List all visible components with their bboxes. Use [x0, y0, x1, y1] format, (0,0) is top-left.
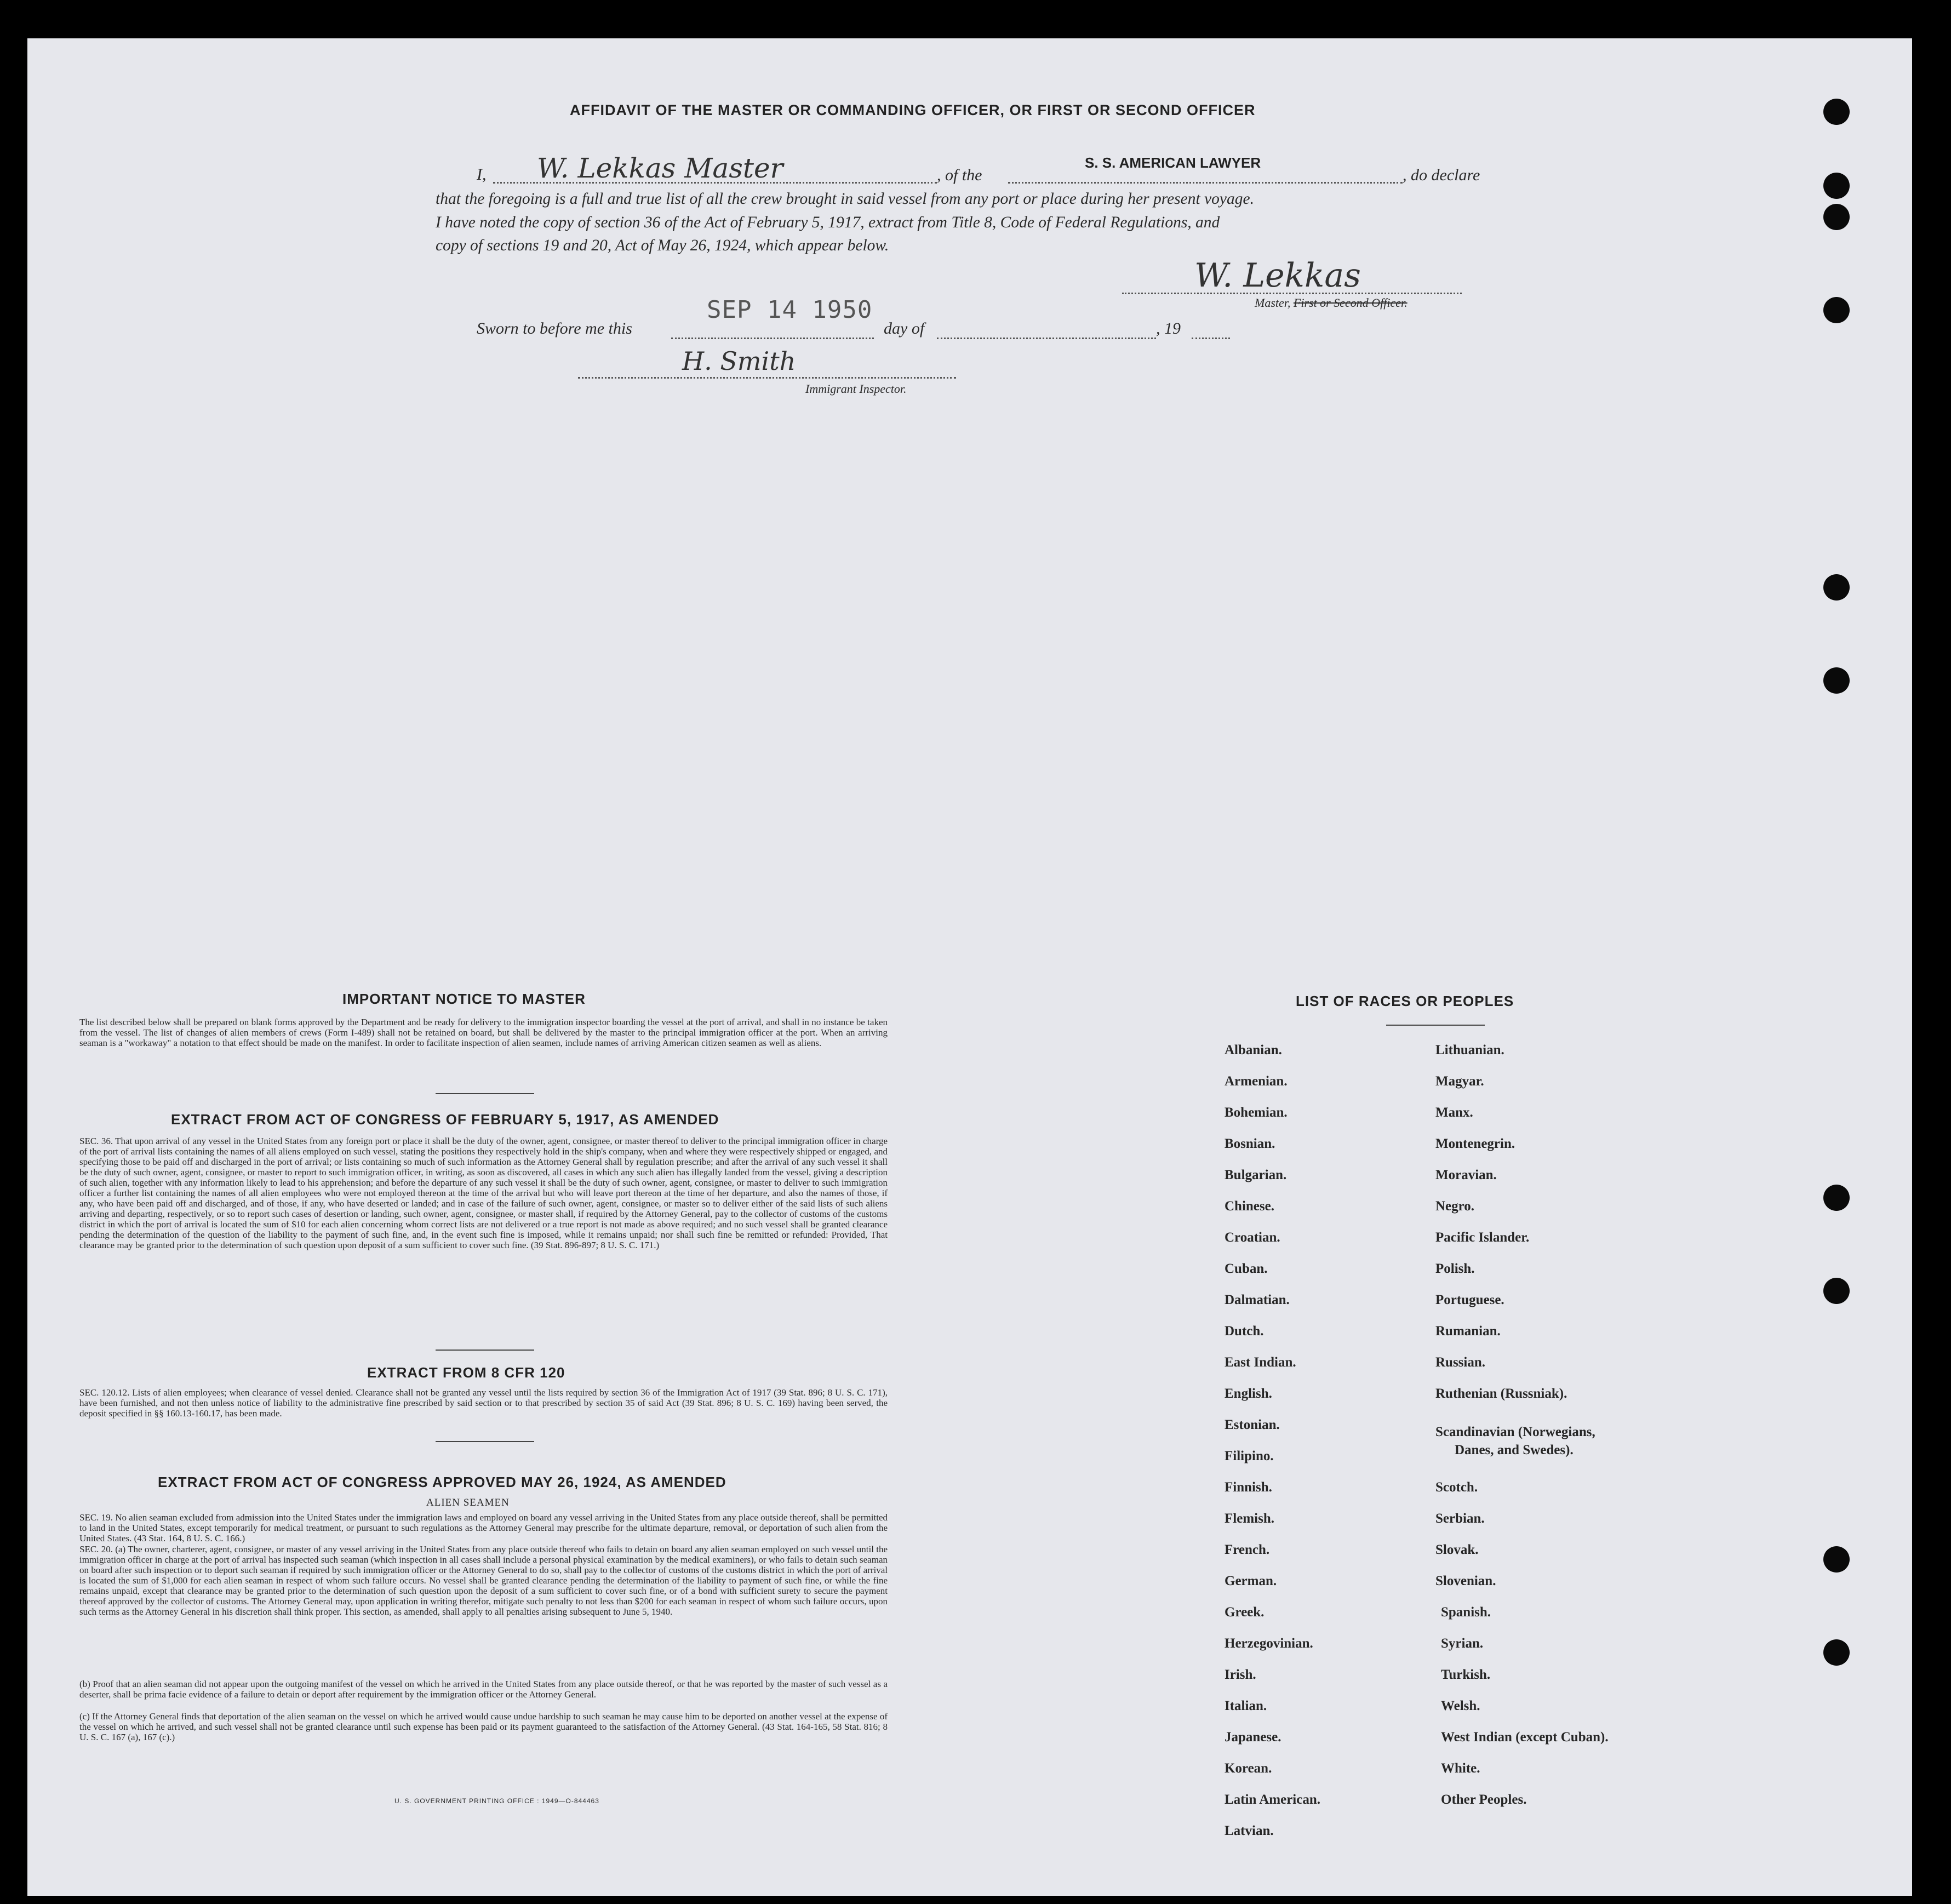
race-item: Greek. [1225, 1605, 1265, 1620]
race-item: Welsh. [1441, 1699, 1480, 1713]
extract-1917-text: SEC. 36. That upon arrival of any vessel in the United States from any foreign port or place it shall be the duty of the owner, agent, consignee, or master thereof to deliver to the principal immigration officer in charge of the port of arrival lists containing the names of all aliens employed on such vessel, stating the positions they respectively hold in the ship's company, when and where they were respectively shipped or engaged, and specifying those to be paid off and discharged in the port of arrival; or lists containing so much of such information as the Attorney General shall by regulation prescribe; and after the arrival of any such vessel it shall be the duty of such owner, agent, consignee, or master to report to such immigration officer, in writing, as soon as discovered, all cases in which any such alien has illegally landed from the vessel, giving a description of such alien, together with any information likely to lead to his apprehension; and before the departure of any such vessel it shall be the duty of such owner, agent, consignee, or master to deliver to such immigration officer a further list containing the names of all alien employees who were not employed thereon at the time of the arrival but who will leave port thereon at the time of her departure, and also the names of those, if any, who have been paid off and discharged, and of those, if any, who have deserted or landed; and in case of the failure of such owner, agent, consignee, or master so to deliver either of the said lists of such aliens arriving and departing, respectively, or so to report such cases of desertion or landing, such owner, agent, consignee, or master shall, if required by the Attorney General, pay to the collector of customs of the customs district in which the port of arrival is located the sum of $10 for each alien concerning whom correct lists are not delivered or a true report is not made as above required; and no such vessel shall be granted clearance pending the determination of the question of the liability to the payment of such fine, and, in the event such fine is imposed, while it remains unpaid; nor shall such fine be remitted or refunded: Provided, That clearance may be granted prior to the determination of such question upon deposit of a sum sufficient to cover such fine. (39 Stat. 896-897; 8 U. S. C. 171.) [79, 1136, 888, 1250]
race-item: Albanian. [1225, 1043, 1282, 1057]
punch-hole [1823, 99, 1850, 125]
race-item: East Indian. [1225, 1355, 1296, 1370]
vessel-name: S. S. AMERICAN LAWYER [1085, 155, 1261, 171]
race-item: French. [1225, 1542, 1270, 1557]
race-item: Ruthenian (Russniak). [1435, 1386, 1567, 1401]
race-item: Spanish. [1441, 1605, 1491, 1620]
race-item: German. [1225, 1574, 1277, 1588]
signature-label-struck: First or Second Officer. [1293, 296, 1408, 310]
punch-hole [1823, 574, 1850, 601]
race-item: Herzegovinian. [1225, 1636, 1313, 1651]
race-item: Other Peoples. [1441, 1792, 1527, 1807]
race-item: Latin American. [1225, 1792, 1320, 1807]
race-item: West Indian (except Cuban). [1441, 1730, 1609, 1745]
divider-3 [436, 1441, 534, 1442]
divider-2 [436, 1350, 534, 1351]
race-item: Magyar. [1435, 1074, 1484, 1089]
race-item: Italian. [1225, 1699, 1267, 1713]
race-item: Cuban. [1225, 1261, 1268, 1276]
date-stamp: SEP 14 1950 [707, 296, 873, 324]
master-signature: W. Lekkas [1194, 256, 1361, 295]
vessel-line [1008, 182, 1403, 184]
of-the-text: , of the [937, 166, 982, 184]
notice-text: The list described below shall be prepared on blank forms approved by the Department and be ready for delivery to the immigration inspector boarding the vessel at the port of arrival, and shall in no instance be taken from the vessel. The list of changes of alien members of crews (Form I-489) shall not be retained on board, but shall be delivered by the master to the principal immigration officer at the port. When an arriving seaman is a "workaway" a notation to that effect should be made on the manifest. In order to facilitate inspection of alien seamen, include names of arriving American citizen seamen as well as aliens. [79, 1017, 888, 1048]
race-item: Bosnian. [1225, 1136, 1275, 1151]
sworn-day-line [671, 338, 874, 339]
year-line [1192, 338, 1230, 339]
race-item: Dutch. [1225, 1324, 1264, 1339]
race-item: Finnish. [1225, 1480, 1272, 1495]
extract-1924-sec20c: (c) If the Attorney General finds that deportation of the alien seaman on the vessel on which he arrived would cause undue hardship to such seaman he may cause him to be deported on another vessel at the expense of the vessel on which he arrived, and such vessel shall not be granted clearance until such expense has been paid or its payment guaranteed to the satisfaction of the Attorney General. (43 Stat. 164-165, 58 Stat. 816; 8 U. S. C. 167 (a), 167 (c).) [79, 1711, 888, 1742]
race-item: Manx. [1435, 1105, 1473, 1120]
race-item: Danes, and Swedes). [1455, 1443, 1574, 1457]
race-item: Dalmatian. [1225, 1293, 1290, 1307]
inspector-label: Immigrant Inspector. [805, 382, 907, 396]
year-text: , 19 [1156, 319, 1181, 338]
printer-imprint: U. S. GOVERNMENT PRINTING OFFICE : 1949—O-844463 [394, 1797, 599, 1805]
race-item: Chinese. [1225, 1199, 1274, 1214]
day-of-text: day of [884, 319, 925, 338]
extract-1917-title: EXTRACT FROM ACT OF CONGRESS OF FEBRUARY 5, 1917, AS AMENDED [171, 1111, 719, 1128]
race-item: Scotch. [1435, 1480, 1478, 1495]
affidavit-body-line-3: I have noted the copy of section 36 of the Act of February 5, 1917, extract from Title 8, Code of Federal Regulations, and [436, 214, 1220, 231]
punch-hole [1823, 204, 1850, 230]
race-item: Polish. [1435, 1261, 1475, 1276]
do-declare-text: , do declare [1403, 166, 1480, 184]
race-item: Portuguese. [1435, 1293, 1504, 1307]
notice-title: IMPORTANT NOTICE TO MASTER [342, 991, 586, 1007]
race-item: Korean. [1225, 1761, 1272, 1776]
race-item: Bulgarian. [1225, 1168, 1287, 1182]
race-item: Croatian. [1225, 1230, 1280, 1245]
race-item: English. [1225, 1386, 1272, 1401]
sworn-text: Sworn to before me this [477, 319, 632, 338]
punch-hole [1823, 1185, 1850, 1211]
race-item: Scandinavian (Norwegians, [1435, 1425, 1595, 1439]
race-item: Lithuanian. [1435, 1043, 1504, 1057]
punch-hole [1823, 667, 1850, 694]
alien-seamen-subtitle: ALIEN SEAMEN [426, 1497, 510, 1508]
race-item: Serbian. [1435, 1511, 1485, 1526]
races-divider [1386, 1025, 1485, 1026]
race-item: Filipino. [1225, 1449, 1274, 1463]
extract-cfr-title: EXTRACT FROM 8 CFR 120 [367, 1364, 565, 1381]
extract-1924-sec19: SEC. 19. No alien seaman excluded from admission into the United States under the immigration laws and employed on board any vessel arriving in the United States from any place outside thereof, shall be permitted to land in the United States, except temporarily for medical treatment, or pursuant to such regulations as the Attorney General may prescribe for the ultimate departure, removal, or deportation of such alien from the United States. (43 Stat. 164, 8 U. S. C. 166.) [79, 1512, 888, 1543]
punch-hole [1823, 1546, 1850, 1573]
race-item: Slovak. [1435, 1542, 1479, 1557]
race-item: Syrian. [1441, 1636, 1484, 1651]
race-item: Armenian. [1225, 1074, 1288, 1089]
punch-hole [1823, 173, 1850, 199]
race-item: Irish. [1225, 1667, 1256, 1682]
races-title: LIST OF RACES OR PEOPLES [1296, 993, 1514, 1009]
inspector-line [578, 377, 956, 379]
race-item: Rumanian. [1435, 1324, 1501, 1339]
race-item: Flemish. [1225, 1511, 1274, 1526]
punch-hole [1823, 297, 1850, 323]
extract-1924-sec20a: SEC. 20. (a) The owner, charterer, agent, consignee, or master of any vessel arriving in the United States from any place outside thereof who fails to detain on board any alien seaman employed on such vessel until the immigration officer in charge at the port of arrival has inspected such seaman (which inspection in all cases shall include a personal physical examination by the medical examiners), or who fails to detain such seaman on board after such inspection or to deport such seaman if required by such immigration officer or the Attorney General to do so, shall pay to the collector of customs of the customs district in which the port of arrival is located the sum of $1,000 for each alien seaman in respect of whom such failure occurs. No vessel shall be granted clearance pending the determination of the liability to payment of such fine, or while the fine remains unpaid, except that clearance may be granted prior to the determination of such question upon the deposit of a sum sufficient to cover such fine, or of a bond with sufficient surety to secure the payment thereof approved by the collector of customs. The Attorney General may, upon application in writing therefor, mitigate such penalty to not less than $200 for each seaman in respect of whom such failure occurs, upon such terms as the Attorney General in his discretion shall think proper. This section, as amended, shall apply to all penalties arising subsequent to June 5, 1940. [79, 1544, 888, 1617]
extract-1924-title: EXTRACT FROM ACT OF CONGRESS APPROVED MAY 26, 1924, AS AMENDED [158, 1474, 726, 1490]
affidavit-body-line-4: copy of sections 19 and 20, Act of May 26, 1924, which appear below. [436, 237, 889, 254]
race-item: Montenegrin. [1435, 1136, 1515, 1151]
race-item: Japanese. [1225, 1730, 1281, 1745]
document-page [27, 38, 1912, 1896]
race-item: Pacific Islander. [1435, 1230, 1530, 1245]
divider-1 [436, 1093, 534, 1094]
sworn-month-line [937, 338, 1156, 339]
race-item: White. [1441, 1761, 1480, 1776]
extract-1924-sec20b: (b) Proof that an alien seaman did not appear upon the outgoing manifest of the vessel on which he arrived in the United States from any place outside thereof, or that he was reported by the master of such vessel as a deserter, shall be prima facie evidence of a failure to detain or deport after requirement by the immigration officer or the Attorney General. [79, 1679, 888, 1700]
race-item: Latvian. [1225, 1823, 1274, 1838]
race-item: Russian. [1435, 1355, 1486, 1370]
signature-label [1255, 296, 1408, 310]
signature-line [1122, 293, 1462, 294]
race-item: Estonian. [1225, 1417, 1280, 1432]
affidavit-body-line-2: that the foregoing is a full and true list of all the crew brought in said vessel from any port or place during her present voyage. [436, 190, 1254, 208]
punch-hole [1823, 1278, 1850, 1304]
affidavit-i: I, [477, 165, 487, 184]
race-item: Negro. [1435, 1199, 1475, 1214]
punch-hole [1823, 1639, 1850, 1666]
race-item: Moravian. [1435, 1168, 1497, 1182]
master-name-handwritten: W. Lekkas Master [537, 152, 783, 184]
race-item: Bohemian. [1225, 1105, 1288, 1120]
signature-label-master: Master, [1255, 296, 1294, 310]
inspector-signature: H. Smith [682, 346, 796, 376]
race-item: Turkish. [1441, 1667, 1491, 1682]
race-item: Slovenian. [1435, 1574, 1496, 1588]
affidavit-title: AFFIDAVIT OF THE MASTER OR COMMANDING OFFICER, OR FIRST OR SECOND OFFICER [570, 102, 1256, 118]
extract-cfr-text: SEC. 120.12. Lists of alien employees; when clearance of vessel denied. Clearance shall not be granted any vessel until the lists required by section 36 of the Immigration Act of 1917 (39 Stat. 896; 8 U. S. C. 171), have been furnished, and not then unless notice of liability to the administrative fine prescribed by said section or to that prescribed by section 35 of said Act (39 Stat. 896; 8 U. S. C. 169) having been served, the deposit specified in §§ 160.13-160.17, has been made. [79, 1387, 888, 1419]
